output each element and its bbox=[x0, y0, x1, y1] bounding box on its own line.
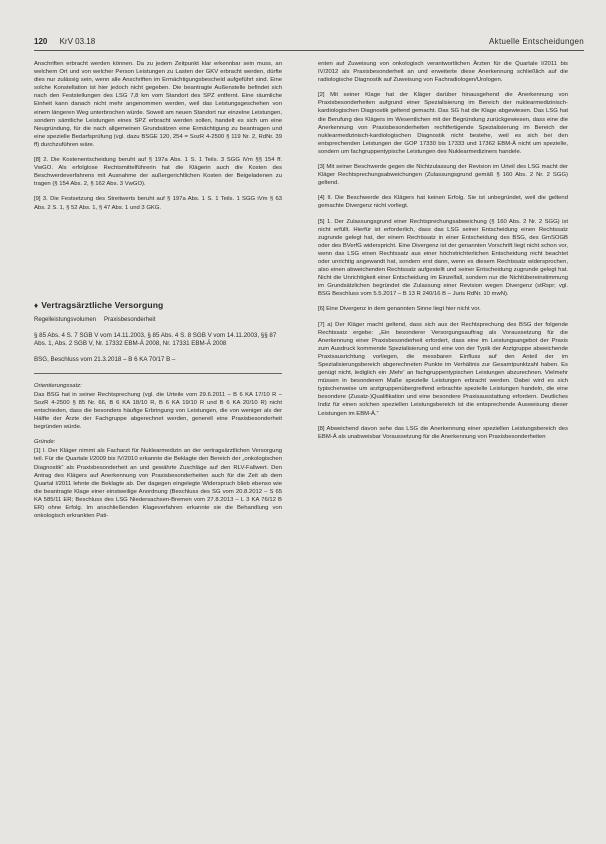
header-divider bbox=[34, 50, 584, 51]
paragraph-continued: enten auf Zuweisung von onkologisch verantwortlichen Ärzten für die Quartale I/2011 bis IV/2012 als Praxisbesonderheit an und erweiterte diese Anerkennung schließlich auf die radiologische Diagnostik auf Zuweisung von Fachradiologen/Urologen. bbox=[318, 61, 568, 84]
keyword-tag: Praxisbesonderheit bbox=[104, 316, 156, 323]
paragraph-1: [1] I. Der Kläger nimmt als Facharzt für Nuklearmedizin an der vertragsärztlichen Versorgung teil. Für die Quartale I/2009 bis IV/2010 erkannte die Beklagte den Bereich der „onkologischen Diagnostik“ als Praxisbesonderheit an und gewährte Zuschläge auf den RLV-Fallwert. Den Antrag des Klägers auf Anerkennung von Praxisbesonderheiten auch für die Zeit ab dem Quartal I/2011 lehnte die Beklagte ab. Der dagegen eingelegte Widerspruch blieb ebenso wie die beantragte Klage einer einstweilige Anordnung (Beschluss des SG vom 20.8.2012 – S 65 KA 585/11 ER; Beschluss des LSG Niedersachsen-Bremen vom 27.8.2013 – L 3 KA 76/12 B ER) ohne Erfolg. Im anschließenden Klageverfahren erkannte sie die Behandlung von onkologisch erkrankten Pati- bbox=[34, 448, 282, 520]
paragraph-6: [6] Eine Divergenz in dem genannten Sinne liegt hier nicht vor. bbox=[318, 306, 481, 313]
section-title-text: Vertragsärztliche Versorgung bbox=[41, 299, 164, 310]
column-spacer bbox=[34, 219, 282, 297]
paragraph-2: [2] Mit seiner Klage hat der Kläger darüber hinausgehend die Anerkennung von Praxisbesonderheiten aufgrund einer Spezialisierung im Bereich der nuklearmedizinisch-kardiologischen Diagnostik geltend gemacht. Das SG hat die Klage abgewiesen. Das LSG hat die Berufung des Klägers im Wesentlichen mit der Begründung zurückgewiesen, dass eine die Anerkennung von Praxisbesonderheiten rechtfertigende Spezialisierung im Bereich der nuklearmedizinisch-kardiologischen Diagnostik nicht bestehe, weil es sich bei den entsprechenden Leistungen der GOP 17330 bis 17333 und 17362 EBM-Ä nicht um spezielle, sondern um fachgruppentypische Leistungen des Nuklearmediziners handele. bbox=[318, 92, 568, 155]
paragraph-7: [7] a) Der Kläger macht geltend, dass sich aus der Rechtsprechung des BSG der folgende Rechtssatz ergebe: „Ein besonderer Versorgungsauftrag als Voraussetzung für die Anerkennung einer Praxisbesonderheit erfordert, dass eine im Leistungsangebot der Praxis zum Ausdruck kommende Spezialisierung und eine von der Typik der Arztgruppe abweichende Praxisausrichtung vorliegen, die messbaren Einfluss auf den Anteil der im Spezialisierungsbereich abgerechneten Punkte im Verhältnis zur Gesamtpunktzahl haben. Es genügt nicht, lediglich ein ‚Mehr‘ an fachgruppentypischen Leistungen abzurechnen. Vielmehr müssen in besonderem Maße spezielle Leistungen erbracht werden. Dabei wird es sich typischerweise um arztgruppenübergreifend erbrachte spezielle Leistungen handeln, die eine besondere (Zusatz-)Qualifikation und eine besondere Praxisausstattung erfordern. Deutliches Indiz für einen solchen speziellen Leistungsbereich ist die entsprechende Ausweisung dieser Leistungen im EBM-Ä.“ bbox=[318, 321, 568, 417]
right-column bbox=[318, 60, 568, 448]
divider bbox=[34, 373, 282, 374]
keyword-tags bbox=[34, 316, 282, 324]
paragraph-8: [8] 2. Die Kostenentscheidung beruht auf § 197a Abs. 1 S. 1 Teils. 3 SGG iVm §§ 154 ff. VwGO. Als erfolglose Rechtsmittelführerin hat die Klägerin auch die Kosten des Beschwerdeverfahrens mit Ausnahme der außergerichtlichen Kosten der Beigeladenen zu tragen (§ 154 Abs. 2, § 162 Abs. 3 VwGO). bbox=[34, 157, 282, 188]
paragraph-8-right: [8] Abweichend davon sehe das LSG die Anerkennung einer speziellen Leistungsbereich des EBM-Ä als unabweisbar Voraussetzung für die Anerkennung von Praxisbesonderheiten bbox=[318, 425, 568, 440]
paragraph-4: [4] II. Die Beschwerde des Klägers hat keinen Erfolg. Sie ist unbegründet, weil die geltend gemachte Divergenz nicht vorliegt. bbox=[318, 195, 568, 210]
orientierungssatz-text: Das BSG hat in seiner Rechtsprechung (vgl. die Urteile vom 29.6.2011 – B 6 KA 17/10 R – SozR 4-2500 § 85 Nr. 66, B 6 KA 18/10 R, B 6 KA 19/10 R und B 6 KA 20/10 R) nicht entschieden, dass die besonders häufige Erbringung von Leistungen, die von weniger als der Hälfte der Ärzte der Fachgruppe abgerechnet werden, generell eine Praxisbesonderheit begründen würde. bbox=[34, 391, 282, 431]
section-label: Aktuelle Entscheidungen bbox=[489, 37, 584, 46]
page-number: 120 bbox=[34, 37, 48, 46]
left-column bbox=[34, 60, 282, 527]
page-header bbox=[34, 36, 584, 48]
journal-issue: KrV 03.18 bbox=[59, 37, 96, 46]
diamond-bullet-icon: ♦ bbox=[34, 300, 39, 310]
paragraph-3: [3] Mit seiner Beschwerde gegen die Nichtzulassung der Revision im Urteil des LSG macht der Kläger Rechtsprechungsabweichungen (Zulassungsgrund gemäß § 160 Abs. 2 Nr. 2 SGG) geltend. bbox=[318, 164, 568, 187]
keyword-tag: Regelleistungsvolumen bbox=[34, 316, 97, 323]
paragraph-9: [9] 3. Die Festsetzung des Streitwerts beruht auf § 197a Abs. 1 S. 1 Teils. 1 SGG iVm § 63 Abs. 2 S. 1, § 52 Abs. 1, § 47 Abs. 1 und 3 GKG. bbox=[34, 196, 282, 211]
section-title bbox=[34, 301, 282, 310]
legal-norms: § 85 Abs. 4 S. 7 SGB V vom 14.11.2003, § 85 Abs. 4 S. 8 SGB V vom 14.11.2003, §§ 87 Abs. 1, Abs. 2 SGB V, Nr. 17332 EBM-Ä 2008, Nr. 17331 EBM-Ä 2008 bbox=[34, 331, 277, 348]
paragraph: Anschriften erbracht werden können. Da zu jedem Zeitpunkt klar erkennbar sein muss, an welchem Ort und von welcher Person Leistungen zu Lasten der GKV erbracht werden, dürfte dies nur zulässig sein, wenn alle Anschriften im Ermächtigungsbescheid aufgeführt sind. Eine solche Konstellation ist hier jedoch nicht gegeben. Die beantragte Außenstelle befindet sich nach den Feststellungen des LSG 7,8 km vom Standort des SPZ entfernt. Eine räumliche Einheit kann danach nicht mehr angenommen werden, weil das Leistungsgeschehen von einem längeren Weg unterbrochen würde. Soweit am neuen Standort nur einzelne Leistungen, sondern sämtliche Leistungen eines SPZ erbracht werden sollen, handelt es sich um eine Neugründung, für die nach allgemeinen Grundsätzen eine Ermächtigung zu beantragen und eine spezielle Bedarfsprüfung (vgl. dazu BSGE 120, 254 = SozR 4-2500 § 119 Nr. 2, RdNr. 39 ff) durchzuführen wäre. bbox=[34, 61, 282, 148]
case-citation: BSG, Beschluss vom 21.3.2018 – B 6 KA 70/17 B – bbox=[34, 355, 176, 363]
orientierungssatz-label: Orientierungssatz: bbox=[34, 382, 82, 389]
gruende-label: Gründe: bbox=[34, 439, 56, 446]
paragraph-5: [5] 1. Der Zulassungsgrund einer Rechtsprechungsabweichung (§ 160 Abs. 2 Nr. 2 SGG) ist nicht erfüllt. Hierfür ist erforderlich, dass das LSG seiner Entscheidung einen Rechtssatz zugrunde gelegt hat, der einem Rechtssatz in einer Entscheidung des BSG, des GmSOGB oder des BVerfG widerspricht. Eine Divergenz ist der genannten Vorschrift liegt nicht schon vor, wenn das LSG einen Rechtssatz aus einer höchstrichterlichen Entscheidung nicht beachtet oder unrichtig angewandt hat, sondern erst dann, wenn es diesem Rechtssatz widersprochen, also einen abweichenden Rechtssatz aufgestellt und seiner Entscheidung zugrunde gelegt hat. Nicht die Unrichtigkeit einer Entscheidung im Einzelfall, sondern nur die Nichtübereinstimmung im Grundsätzlichen begründet die Zulassung einer Revision wegen Divergenz (stRspr; vgl. BSG Beschluss vom 5.5.2017 – B 13 R 240/16 B – Juris RdNr. 10 mwN). bbox=[318, 218, 568, 298]
